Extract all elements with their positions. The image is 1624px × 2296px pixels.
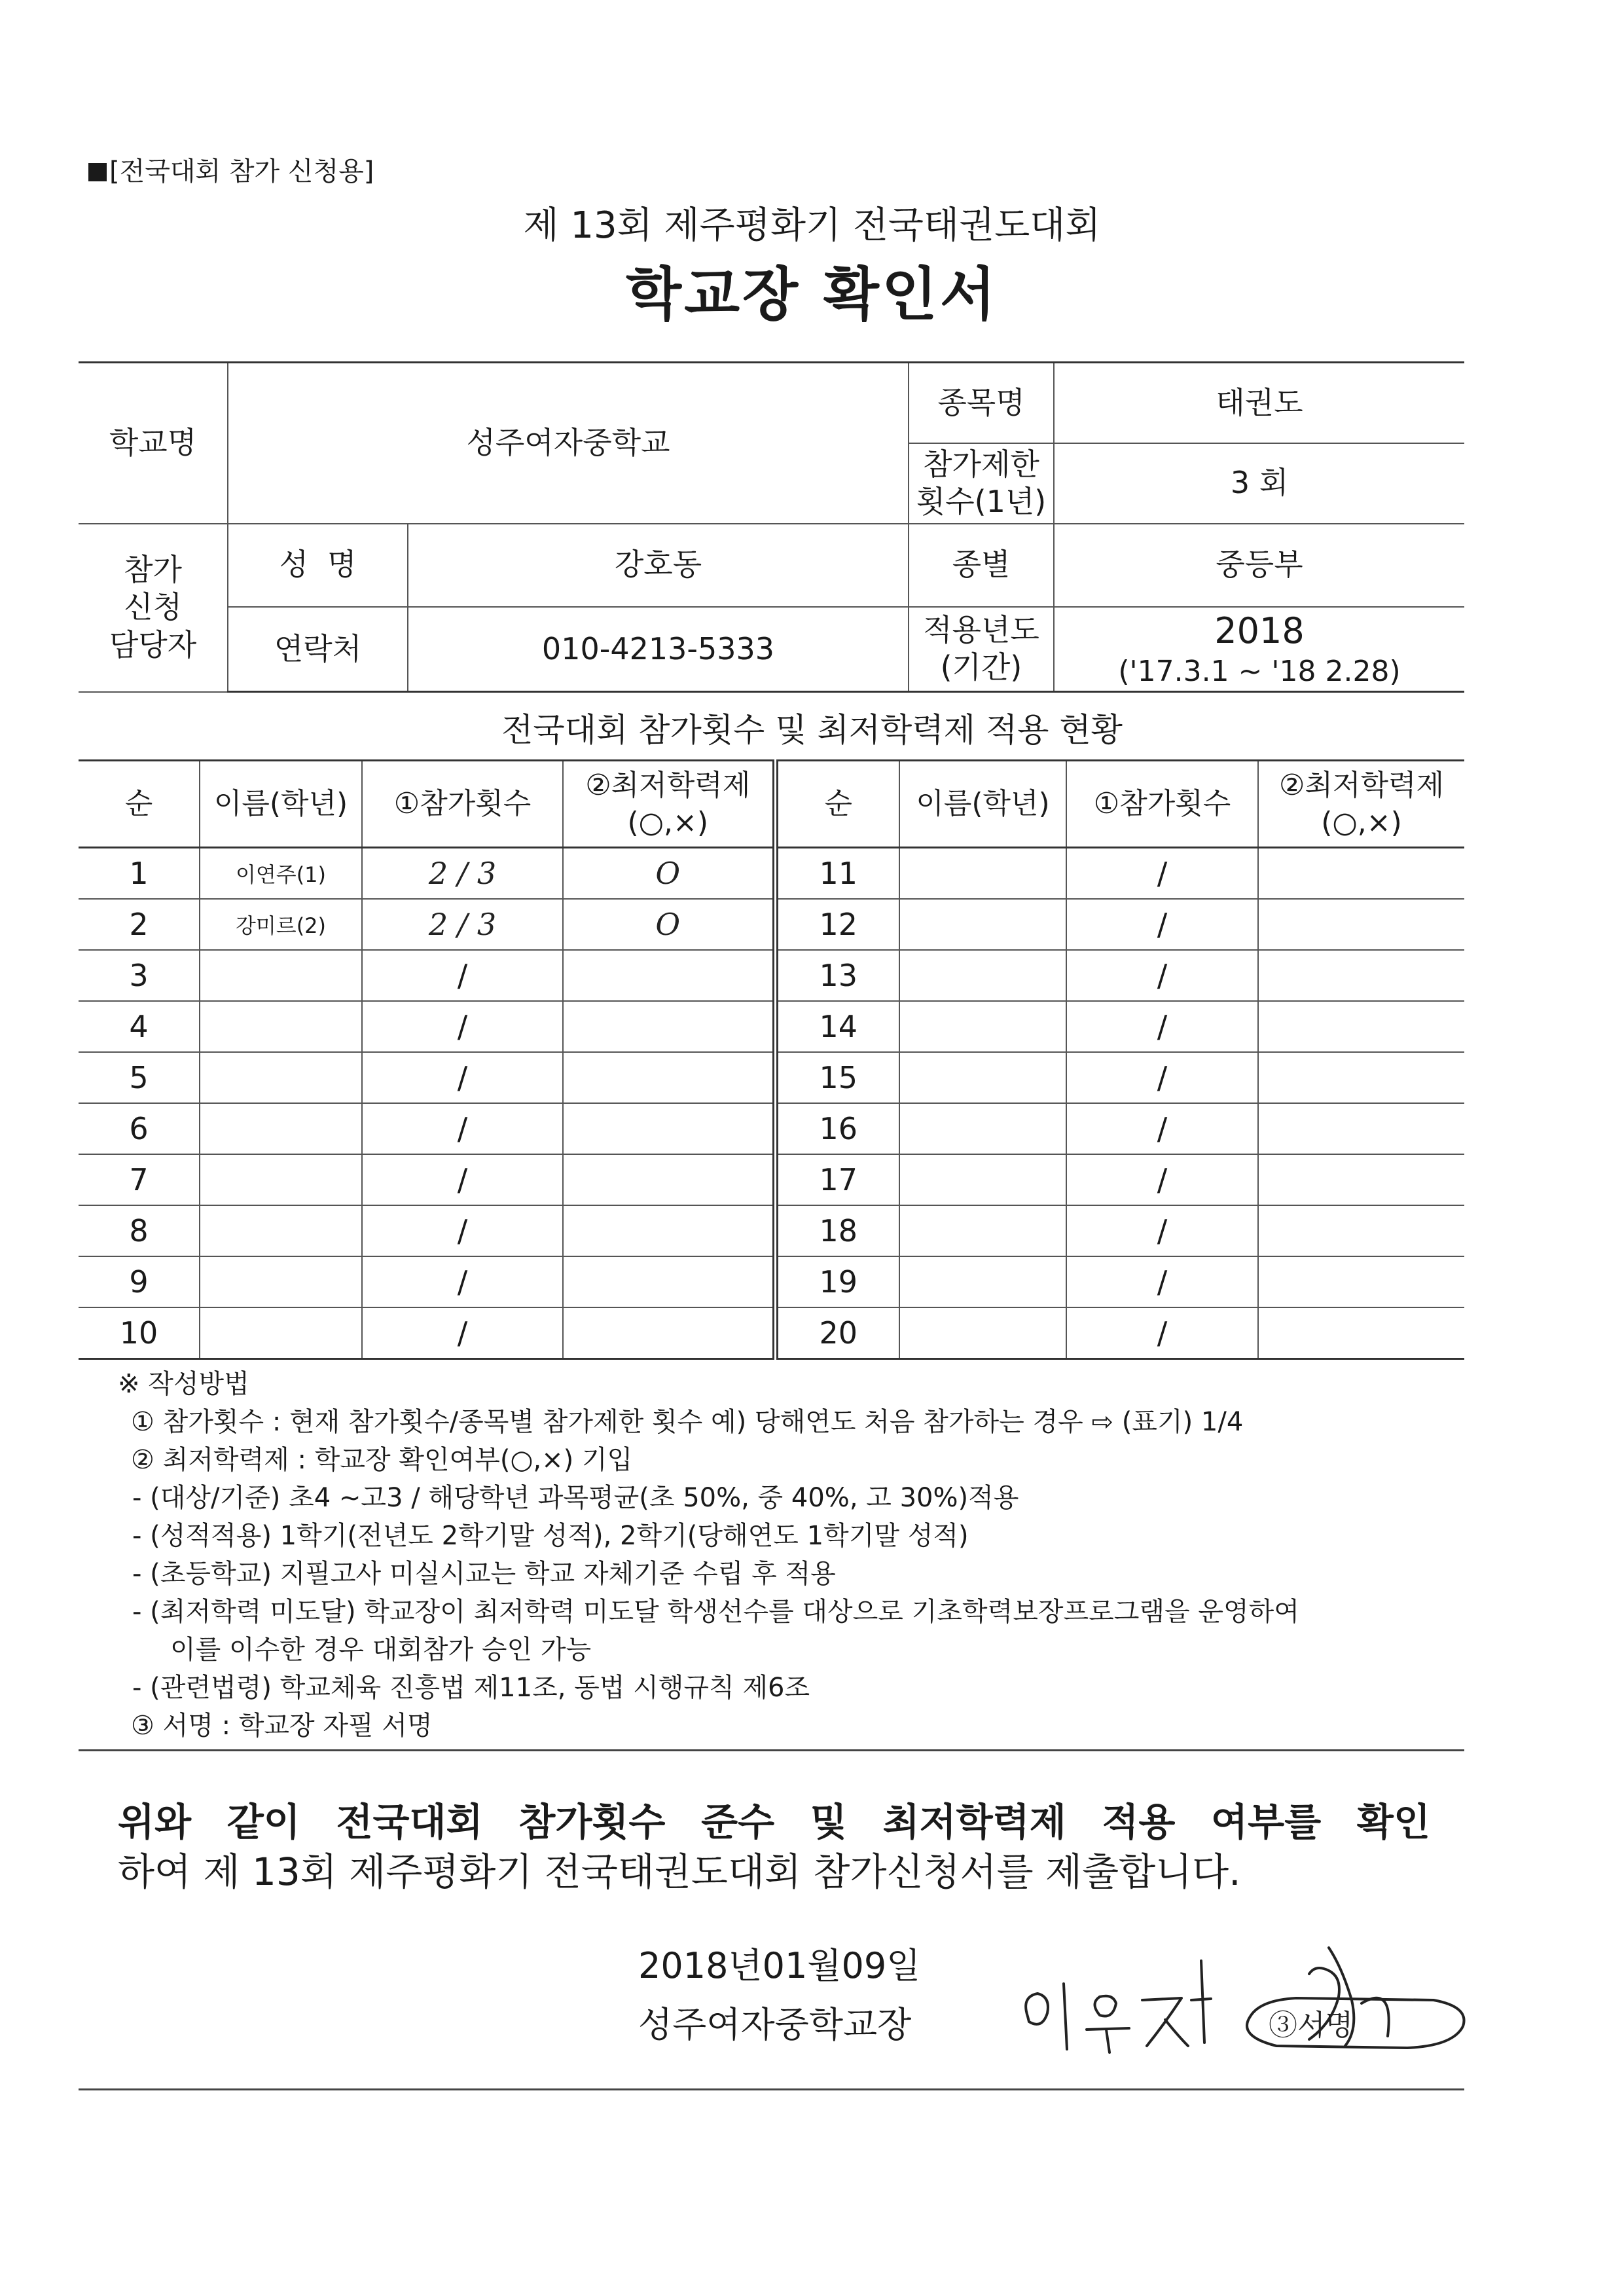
cell-name: 이연주(1) bbox=[200, 848, 362, 900]
instruction-subitem: - (관련법령) 학교체육 진흥법 제11조, 동법 시행규칙 제6조 bbox=[132, 1673, 810, 1703]
cell-count: / bbox=[1066, 1256, 1258, 1307]
cell-name bbox=[200, 1256, 362, 1307]
instructions bbox=[118, 1365, 1479, 1745]
cell-no: 8 bbox=[79, 1205, 200, 1256]
cell-no: 1 bbox=[79, 848, 200, 900]
declaration: 위와 같이 전국대회 참가횟수 준수 및 최저학력제 적용 여부를 확인 하여 제 13회 제주평화기 전국태권도대회 참가신청서를 제출합니다. bbox=[118, 1800, 1430, 1894]
cell-count: / bbox=[1066, 899, 1258, 950]
cell-count: / bbox=[362, 1307, 563, 1359]
header-name: 이름(학년) bbox=[200, 761, 362, 848]
cell-no: 14 bbox=[775, 1001, 899, 1052]
table-row bbox=[79, 1001, 1464, 1052]
cell-min bbox=[563, 950, 775, 1001]
instruction-subitem: 이를 이수한 경우 대회참가 승인 가능 bbox=[170, 1635, 592, 1665]
cell-min bbox=[1258, 899, 1464, 950]
cell-no: 10 bbox=[79, 1307, 200, 1359]
divider bbox=[79, 2088, 1464, 2090]
cell-min bbox=[563, 1052, 775, 1103]
event-title: 제 13회 제주평화기 전국태권도대회 bbox=[523, 204, 1101, 247]
cell-count: 2 / 3 bbox=[362, 848, 563, 900]
cell-name bbox=[899, 1052, 1066, 1103]
cell-no: 11 bbox=[775, 848, 899, 900]
cell-name: 강미르(2) bbox=[200, 899, 362, 950]
contact-name-label: 성 명 bbox=[228, 524, 408, 607]
form-type-tag: [전국대회 참가 신청용] bbox=[88, 151, 374, 188]
cell-name bbox=[899, 1205, 1066, 1256]
square-bullet-icon bbox=[88, 163, 107, 181]
instruction-subitem: - (대상/기준) 초4 ~고3 / 해당학년 과목평균(초 50%, 중 40%, 고 30%)적용 bbox=[132, 1483, 1019, 1513]
cell-name bbox=[899, 848, 1066, 900]
cell-name bbox=[899, 1307, 1066, 1359]
instruction-subitem: - (초등학교) 지필고사 미실시교는 학교 자체기준 수립 후 적용 bbox=[132, 1559, 836, 1589]
cell-count: / bbox=[1066, 1154, 1258, 1205]
cell-min bbox=[1258, 1205, 1464, 1256]
cell-count: / bbox=[1066, 1103, 1258, 1154]
year-label: 적용년도 (기간) bbox=[909, 607, 1054, 692]
cell-no: 3 bbox=[79, 950, 200, 1001]
cell-min bbox=[1258, 1154, 1464, 1205]
applicant-label: 참가 신청 담당자 bbox=[79, 524, 228, 692]
cell-min bbox=[1258, 1256, 1464, 1307]
table-row bbox=[79, 1052, 1464, 1103]
signer-title: 성주여자중학교장 bbox=[638, 2004, 912, 2045]
table-header-row bbox=[79, 761, 1464, 848]
limit-value: 3 회 bbox=[1054, 443, 1464, 524]
cell-count: / bbox=[362, 1256, 563, 1307]
header-no: 순 bbox=[79, 761, 200, 848]
principal-signature bbox=[1001, 1938, 1486, 2062]
header-min-standard: ②최저학력제 (○,×) bbox=[563, 761, 775, 848]
cell-no: 20 bbox=[775, 1307, 899, 1359]
cell-min bbox=[1258, 1001, 1464, 1052]
contact-name-value: 강호동 bbox=[408, 524, 909, 607]
cell-name bbox=[200, 1052, 362, 1103]
cell-name bbox=[200, 1103, 362, 1154]
contact-phone-label: 연락처 bbox=[228, 607, 408, 692]
cell-name bbox=[899, 1154, 1066, 1205]
info-table bbox=[79, 361, 1464, 693]
cell-count: / bbox=[362, 1103, 563, 1154]
cell-min: O bbox=[563, 848, 775, 900]
cell-no: 2 bbox=[79, 899, 200, 950]
cell-min bbox=[563, 1103, 775, 1154]
cell-no: 5 bbox=[79, 1052, 200, 1103]
event-label: 종목명 bbox=[909, 363, 1054, 443]
cell-min bbox=[1258, 1052, 1464, 1103]
limit-label: 참가제한 횟수(1년) bbox=[909, 443, 1054, 524]
header-min-standard: ②최저학력제 (○,×) bbox=[1258, 761, 1464, 848]
instructions-heading: ※ 작성방법 bbox=[118, 1369, 249, 1399]
table-row bbox=[79, 1154, 1464, 1205]
instruction-item: ① 참가횟수 : 현재 참가횟수/종목별 참가제한 횟수 예) 당해연도 처음 참가하는 경우 ⇨ (표기) 1/4 bbox=[131, 1407, 1244, 1437]
cell-no: 9 bbox=[79, 1256, 200, 1307]
cell-count: 2 / 3 bbox=[362, 899, 563, 950]
table-row bbox=[79, 899, 1464, 950]
event-value: 태권도 bbox=[1054, 363, 1464, 443]
cell-name bbox=[200, 950, 362, 1001]
cell-min bbox=[563, 1307, 775, 1359]
cell-count: / bbox=[1066, 1001, 1258, 1052]
signature-label: ③서명 bbox=[1269, 2009, 1354, 2041]
cell-count: / bbox=[1066, 1205, 1258, 1256]
cell-count: / bbox=[362, 1052, 563, 1103]
cell-name bbox=[899, 1256, 1066, 1307]
table-row bbox=[79, 1256, 1464, 1307]
division-label: 종별 bbox=[909, 524, 1054, 607]
cell-no: 12 bbox=[775, 899, 899, 950]
cell-min bbox=[563, 1001, 775, 1052]
document-title: 학교장 확인서 bbox=[626, 261, 998, 328]
year-value: 2018 ('17.3.1 ~ '18 2.28) bbox=[1054, 607, 1464, 692]
cell-count: / bbox=[362, 1001, 563, 1052]
cell-no: 18 bbox=[775, 1205, 899, 1256]
cell-name bbox=[200, 1154, 362, 1205]
cell-count: / bbox=[1066, 1307, 1258, 1359]
cell-min bbox=[1258, 1307, 1464, 1359]
header-count: ①참가횟수 bbox=[362, 761, 563, 848]
cell-name bbox=[899, 1001, 1066, 1052]
table-row bbox=[79, 848, 1464, 900]
instruction-subitem: - (성적적용) 1학기(전년도 2학기말 성적), 2학기(당해연도 1학기말 성적) bbox=[132, 1521, 969, 1551]
cell-min bbox=[563, 1256, 775, 1307]
cell-count: / bbox=[1066, 950, 1258, 1001]
divider bbox=[79, 1749, 1464, 1751]
cell-name bbox=[200, 1205, 362, 1256]
cell-min bbox=[1258, 1103, 1464, 1154]
instruction-item: ③ 서명 : 학교장 자필 서명 bbox=[131, 1711, 433, 1741]
cell-min bbox=[563, 1154, 775, 1205]
cell-no: 7 bbox=[79, 1154, 200, 1205]
cell-no: 16 bbox=[775, 1103, 899, 1154]
cell-count: / bbox=[362, 1205, 563, 1256]
cell-no: 17 bbox=[775, 1154, 899, 1205]
instruction-subitem: - (최저학력 미도달) 학교장이 최저학력 미도달 학생선수를 대상으로 기초학력보장프로그램을 운영하여 bbox=[132, 1597, 1299, 1627]
cell-no: 15 bbox=[775, 1052, 899, 1103]
cell-min bbox=[1258, 950, 1464, 1001]
cell-name bbox=[200, 1307, 362, 1359]
cell-count: / bbox=[1066, 848, 1258, 900]
cell-min bbox=[563, 1205, 775, 1256]
cell-min: O bbox=[563, 899, 775, 950]
table-row bbox=[79, 1205, 1464, 1256]
contact-phone-value: 010-4213-5333 bbox=[408, 607, 909, 692]
cell-name bbox=[899, 950, 1066, 1001]
cell-name bbox=[200, 1001, 362, 1052]
cell-count: / bbox=[1066, 1052, 1258, 1103]
table-row bbox=[79, 1103, 1464, 1154]
header-name: 이름(학년) bbox=[899, 761, 1066, 848]
cell-no: 19 bbox=[775, 1256, 899, 1307]
cell-min bbox=[1258, 848, 1464, 900]
cell-count: / bbox=[362, 1154, 563, 1205]
cell-name bbox=[899, 899, 1066, 950]
instruction-item: ② 최저학력제 : 학교장 확인여부(○,×) 기입 bbox=[131, 1445, 633, 1475]
cell-count: / bbox=[362, 950, 563, 1001]
status-section-title: 전국대회 참가횟수 및 최저학력제 적용 현황 bbox=[501, 711, 1123, 749]
cell-name bbox=[899, 1103, 1066, 1154]
header-no: 순 bbox=[775, 761, 899, 848]
cell-no: 4 bbox=[79, 1001, 200, 1052]
division-value: 중등부 bbox=[1054, 524, 1464, 607]
submission-date: 2018년01월09일 bbox=[638, 1945, 921, 1986]
school-name-value: 성주여자중학교 bbox=[228, 363, 909, 524]
school-name-label: 학교명 bbox=[79, 363, 228, 524]
cell-no: 6 bbox=[79, 1103, 200, 1154]
cell-no: 13 bbox=[775, 950, 899, 1001]
table-row bbox=[79, 950, 1464, 1001]
table-row bbox=[79, 1307, 1464, 1359]
participation-table bbox=[79, 759, 1464, 1360]
header-count: ①참가횟수 bbox=[1066, 761, 1258, 848]
